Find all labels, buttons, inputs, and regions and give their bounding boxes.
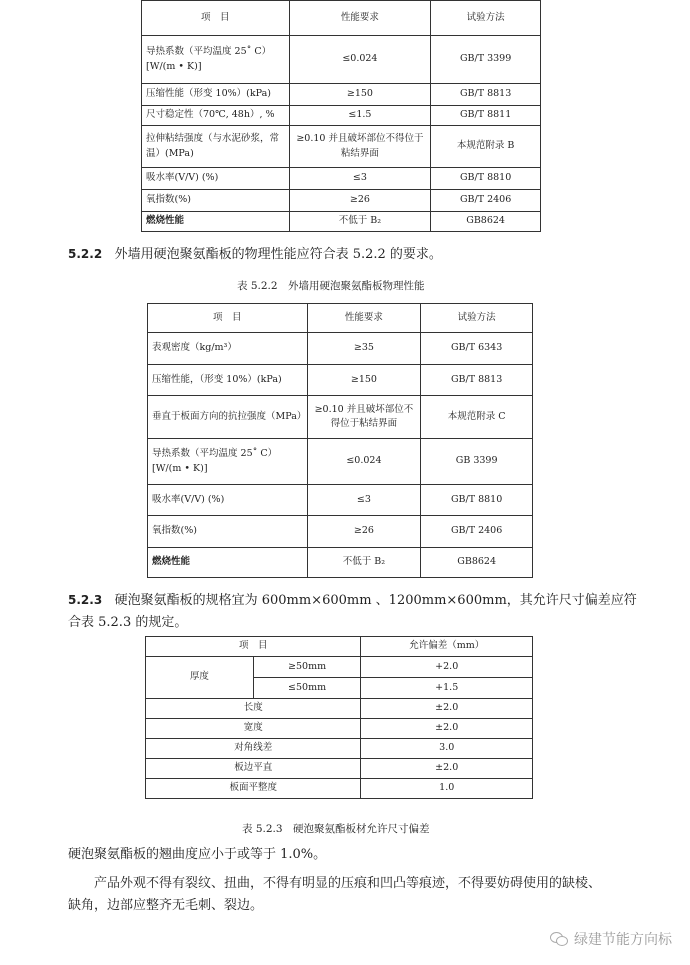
table-header: 项 目 bbox=[142, 1, 290, 36]
paragraph-5-2-3 bbox=[68, 589, 668, 634]
table-cell: ±2.0 bbox=[361, 759, 533, 779]
table-cell: 压缩性能（形变 10%）(kPa) bbox=[142, 84, 290, 106]
table-cell: 本规范附录 B bbox=[431, 126, 541, 168]
wechat-icon bbox=[550, 932, 568, 946]
table-cell: 导热系数（平均温度 25˚ C） [W/(m • K)] bbox=[148, 439, 308, 485]
table-cell: ≥35 bbox=[307, 333, 421, 365]
table-cell: 1.0 bbox=[361, 779, 533, 799]
table-cell: ≥0.10 并且破坏部位不得位于粘结界面 bbox=[307, 396, 421, 439]
table-cell: ≤3 bbox=[307, 485, 421, 516]
table-cell: GB/T 2406 bbox=[431, 190, 541, 212]
table-cell: ≥26 bbox=[289, 190, 431, 212]
table-cell: 厚度 bbox=[146, 657, 254, 699]
table-caption-5-2-2: 表 5.2.2 外墙用硬泡聚氨酯板物理性能 bbox=[237, 280, 425, 292]
table-cell: ≥0.10 并且破坏部位不得位于粘结界面 bbox=[289, 126, 431, 168]
paragraph-text: 硬泡聚氨酯板的规格宜为 600mm×600mm 、1200mm×600mm，其允许尺寸偏差应符 bbox=[114, 593, 637, 608]
table-cell: 导热系数（平均温度 25˚ C） [W/(m • K)] bbox=[142, 36, 290, 84]
watermark-text: 绿建节能方向标 bbox=[574, 932, 672, 948]
table-header: 允许偏差（mm） bbox=[361, 637, 533, 657]
table-cell: ≥150 bbox=[307, 365, 421, 396]
section-number: 5.2.2 bbox=[68, 247, 103, 261]
watermark-footer bbox=[550, 929, 672, 949]
table-cell: ≥50mm bbox=[253, 657, 361, 678]
table-cell: 3.0 bbox=[361, 739, 533, 759]
table-cell: 本规范附录 C bbox=[421, 396, 533, 439]
table-cell: 不低于 B₂ bbox=[289, 212, 431, 232]
table-cell: ±2.0 bbox=[361, 719, 533, 739]
table-cell: 拉伸粘结强度（与水泥砂浆，常温）(MPa) bbox=[142, 126, 290, 168]
table-header: 项 目 bbox=[146, 637, 361, 657]
table-cell: ≤50mm bbox=[253, 678, 361, 699]
paragraph-text-continued: 合表 5.2.3 的规定。 bbox=[68, 615, 188, 630]
table-cell: GB/T 8811 bbox=[431, 106, 541, 126]
table-cell: 表观密度（kg/m³） bbox=[148, 333, 308, 365]
table-cell: 板边平直 bbox=[146, 759, 361, 779]
table-header: 性能要求 bbox=[307, 304, 421, 333]
table-cell: ≥26 bbox=[307, 516, 421, 548]
table-cell: 氧指数(%) bbox=[142, 190, 290, 212]
table-cell: GB/T 3399 bbox=[431, 36, 541, 84]
table-cell: 宽度 bbox=[146, 719, 361, 739]
table-cell: 燃烧性能 bbox=[148, 548, 308, 578]
table-caption-5-2-3: 表 5.2.3 硬泡聚氨酯板材允许尺寸偏差 bbox=[242, 823, 430, 835]
table-cell: ≤0.024 bbox=[307, 439, 421, 485]
table-physical-properties-1 bbox=[141, 0, 541, 232]
table-cell: +1.5 bbox=[361, 678, 533, 699]
table-cell: ≤3 bbox=[289, 168, 431, 190]
table-cell: ≤1.5 bbox=[289, 106, 431, 126]
table-cell: 尺寸稳定性（70℃, 48h）, % bbox=[142, 106, 290, 126]
table-physical-properties-2 bbox=[147, 303, 533, 578]
table-cell: ≤0.024 bbox=[289, 36, 431, 84]
section-number: 5.2.3 bbox=[68, 593, 103, 607]
table-cell: +2.0 bbox=[361, 657, 533, 678]
paragraph-warp: 硬泡聚氨酯板的翘曲度应小于或等于 1.0%。 bbox=[68, 847, 327, 862]
table-cell: 板面平整度 bbox=[146, 779, 361, 799]
table-cell: GB/T 8810 bbox=[421, 485, 533, 516]
paragraph-text-continued: 缺角，边部应整齐无毛刺、裂边。 bbox=[68, 898, 264, 913]
table-cell: GB8624 bbox=[421, 548, 533, 578]
table-cell: GB/T 8813 bbox=[431, 84, 541, 106]
table-cell: 不低于 B₂ bbox=[307, 548, 421, 578]
table-cell: GB/T 6343 bbox=[421, 333, 533, 365]
paragraph-text: 产品外观不得有裂纹、扭曲，不得有明显的压痕和凹凸等痕迹，不得要妨碍使用的缺棱、 bbox=[94, 876, 602, 891]
table-cell: GB/T 8813 bbox=[421, 365, 533, 396]
table-cell: 燃烧性能 bbox=[142, 212, 290, 232]
table-cell: ±2.0 bbox=[361, 699, 533, 719]
table-cell: 对角线差 bbox=[146, 739, 361, 759]
table-cell: ≥150 bbox=[289, 84, 431, 106]
table-cell: 吸水率(V/V) (%) bbox=[142, 168, 290, 190]
paragraph-5-2-2 bbox=[68, 243, 442, 266]
table-size-tolerance bbox=[145, 636, 533, 799]
table-header: 性能要求 bbox=[289, 1, 431, 36]
paragraph-text: 外墙用硬泡聚氨酯板的物理性能应符合表 5.2.2 的要求。 bbox=[114, 247, 442, 262]
table-header: 项 目 bbox=[148, 304, 308, 333]
table-cell: GB8624 bbox=[431, 212, 541, 232]
table-header: 试验方法 bbox=[431, 1, 541, 36]
table-cell: 吸水率(V/V) (%) bbox=[148, 485, 308, 516]
table-cell: GB 3399 bbox=[421, 439, 533, 485]
table-header: 试验方法 bbox=[421, 304, 533, 333]
paragraph-appearance bbox=[68, 873, 668, 917]
table-cell: 压缩性能，（形变 10%）(kPa) bbox=[148, 365, 308, 396]
table-cell: 垂直于板面方向的抗拉强度（MPa） bbox=[148, 396, 308, 439]
table-cell: 氧指数(%) bbox=[148, 516, 308, 548]
table-cell: GB/T 2406 bbox=[421, 516, 533, 548]
table-cell: 长度 bbox=[146, 699, 361, 719]
table-cell: GB/T 8810 bbox=[431, 168, 541, 190]
